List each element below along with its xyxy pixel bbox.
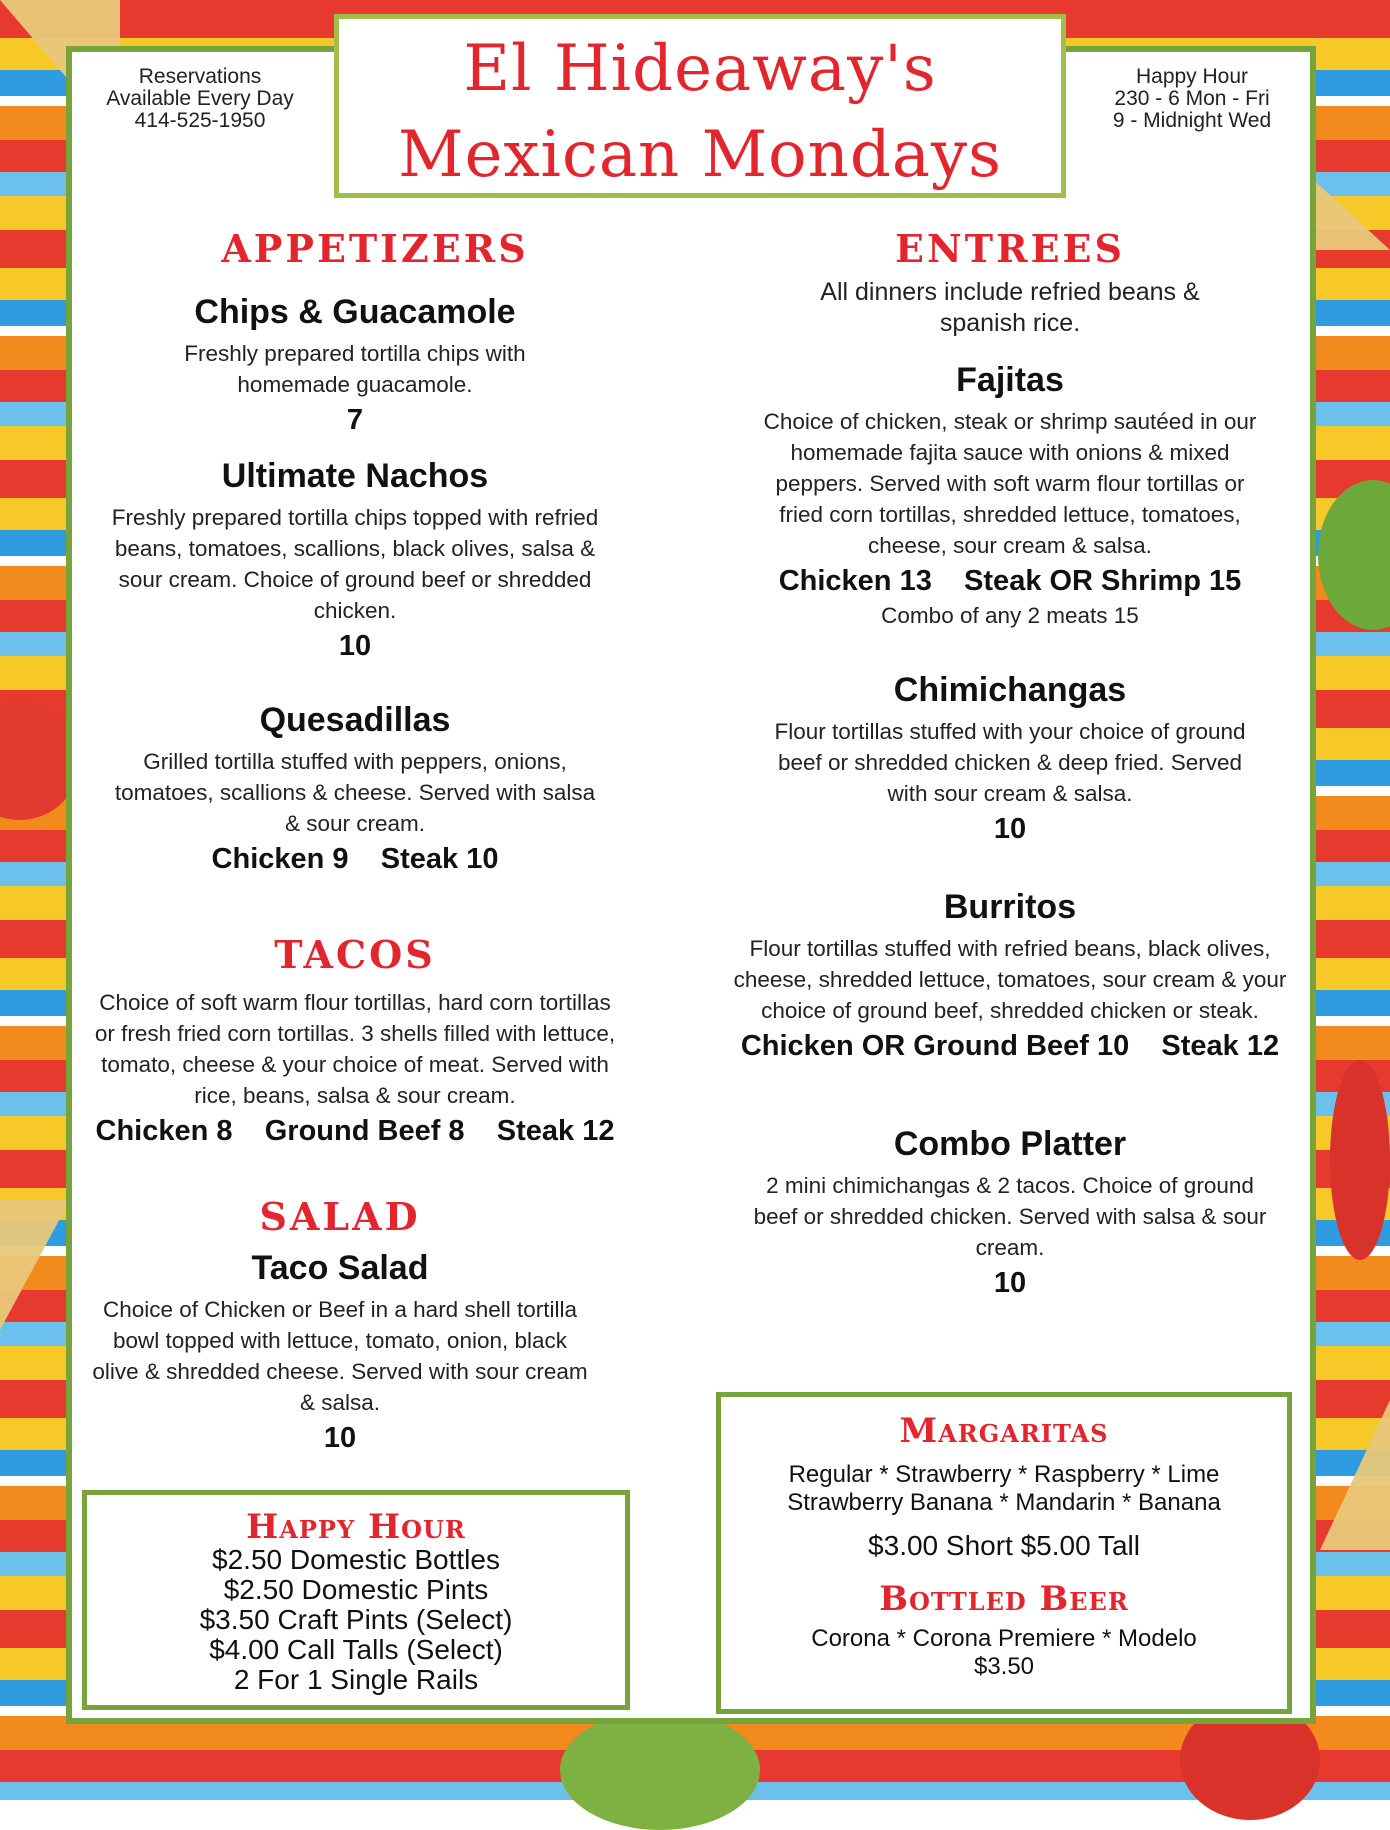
item-name: Combo Platter [893,1125,1127,1163]
happy-hour-label: Happy Hour [1135,65,1249,88]
pepper-decoration [1330,1060,1390,1260]
item-description: Choice of Chicken or Beef in a hard shell tortilla bowl topped with lettuce, tomato, onion, black olive & shredded cheese. Served with sour cream & salsa. [92,1297,588,1415]
item-price: 10 [338,630,372,662]
happy-hour-line: 2 For 1 Single Rails [233,1664,479,1695]
item-description: Freshly prepared tortilla chips topped with refried beans, tomatoes, scallions, black olives, salsa & sour cream. Choice of ground beef or shredded chicken. [111,505,599,623]
menu-item [730,1125,1290,1300]
menu-title-line2: Mexican Mondays [398,118,1002,192]
item-name: Fajitas [956,361,1064,399]
item-name: Chimichangas [893,671,1127,709]
menu-item [90,457,620,663]
tacos-heading: TACOS [274,932,436,977]
tortilla-chip-decoration [1320,1400,1390,1550]
menu-item [730,361,1290,631]
item-name: Burritos [943,888,1077,926]
reservations-availability: Available Every Day [106,87,294,110]
beer-price: $3.50 [973,1653,1035,1680]
bottled-beer-heading: Bottled Beer [879,1579,1129,1619]
drinks-box [716,1392,1292,1714]
item-price: 7 [346,404,364,436]
tacos-item [90,987,620,1148]
item-description: Flour tortillas stuffed with your choice of ground beef or shredded chicken & deep fried. Served with sour cream & salsa. [774,719,1246,806]
title-box [334,14,1066,198]
item-name: Ultimate Nachos [221,457,489,495]
reservations-info [98,66,302,132]
entrees-intro [730,277,1290,339]
happy-hour-line: $2.50 Domestic Bottles [212,1544,500,1575]
entrees-heading: ENTREES [895,226,1125,271]
item-price: Chicken OR Ground Beef 10 Steak 12 [740,1030,1280,1062]
margaritas-heading: Margaritas [899,1411,1109,1451]
menu-item [90,701,620,876]
right-column [730,226,1290,1300]
margarita-price: $3.00 Short $5.00 Tall [868,1530,1140,1561]
appetizers-heading: APPETIZERS [221,226,529,271]
item-description: Flour tortillas stuffed with refried beans, black olives, cheese, shredded lettuce, tomatoes, sour cream & your choice of ground beef, shredded chicken or steak. [733,936,1287,1023]
happy-hour-wednesday: 9 - Midnight Wed [1112,109,1272,132]
happy-hour-box [82,1490,630,1710]
item-price: Chicken 9 Steak 10 [211,843,499,875]
item-price: Chicken 13 Steak OR Shrimp 15 [778,565,1242,597]
item-price: 10 [993,813,1027,845]
item-description: Freshly prepared tortilla chips with homemade guacamole. [184,341,526,397]
happy-hour-times [1090,66,1294,132]
avocado-decoration [1318,480,1390,630]
happy-hour-heading: Happy Hour [246,1507,466,1547]
menu-title-line1: El Hideaway's [463,32,937,106]
happy-hour-line: $4.00 Call Talls (Select) [209,1634,503,1665]
reservations-phone: 414-525-1950 [134,109,266,132]
item-description: Choice of soft warm flour tortillas, hard corn tortillas or fresh fried corn tortillas. 3 shells filled with lettuce, tomato, cheese & your choice of meat. Served with rice, beans, salsa & sour cream. [94,990,616,1108]
menu-item [60,1249,620,1455]
item-note: Combo of any 2 meats 15 [881,603,1139,628]
reservations-label: Reservations [138,65,262,88]
happy-hour-line: $3.50 Craft Pints (Select) [199,1604,513,1635]
item-name: Chips & Guacamole [194,293,516,331]
happy-hour-line: $2.50 Domestic Pints [223,1574,489,1605]
salad-heading: SALAD [259,1194,421,1239]
menu-item [90,293,620,437]
item-price: Chicken 8 Ground Beef 8 Steak 12 [95,1115,615,1147]
entrees-intro-text: All dinners include refried beans & spanish rice. [820,278,1200,337]
item-description: Grilled tortilla stuffed with peppers, onions, tomatoes, scallions & cheese. Served with salsa & sour cream. [114,749,596,836]
beer-brands: Corona * Corona Premiere * Modelo [811,1625,1197,1652]
menu-item [730,671,1290,846]
item-name: Quesadillas [259,701,451,739]
menu-item [730,888,1290,1063]
item-name: Taco Salad [251,1249,429,1287]
item-price: 10 [323,1422,357,1454]
happy-hour-weekday: 230 - 6 Mon - Fri [1114,87,1270,110]
item-description: 2 mini chimichangas & 2 tacos. Choice of ground beef or shredded chicken. Served with salsa & sour cream. [753,1173,1267,1260]
avocado-decoration [560,1710,760,1830]
margarita-flavors: Strawberry Banana * Mandarin * Banana [787,1489,1221,1516]
item-description: Choice of chicken, steak or shrimp sautéed in our homemade fajita sauce with onions & mixed peppers. Served with soft warm flour tortillas or fried corn tortillas, shredded lettuce, tomatoes, cheese, sour cream & salsa. [763,409,1257,558]
left-column [90,226,620,1455]
item-price: 10 [993,1267,1027,1299]
margarita-flavors: Regular * Strawberry * Raspberry * Lime [788,1461,1220,1488]
